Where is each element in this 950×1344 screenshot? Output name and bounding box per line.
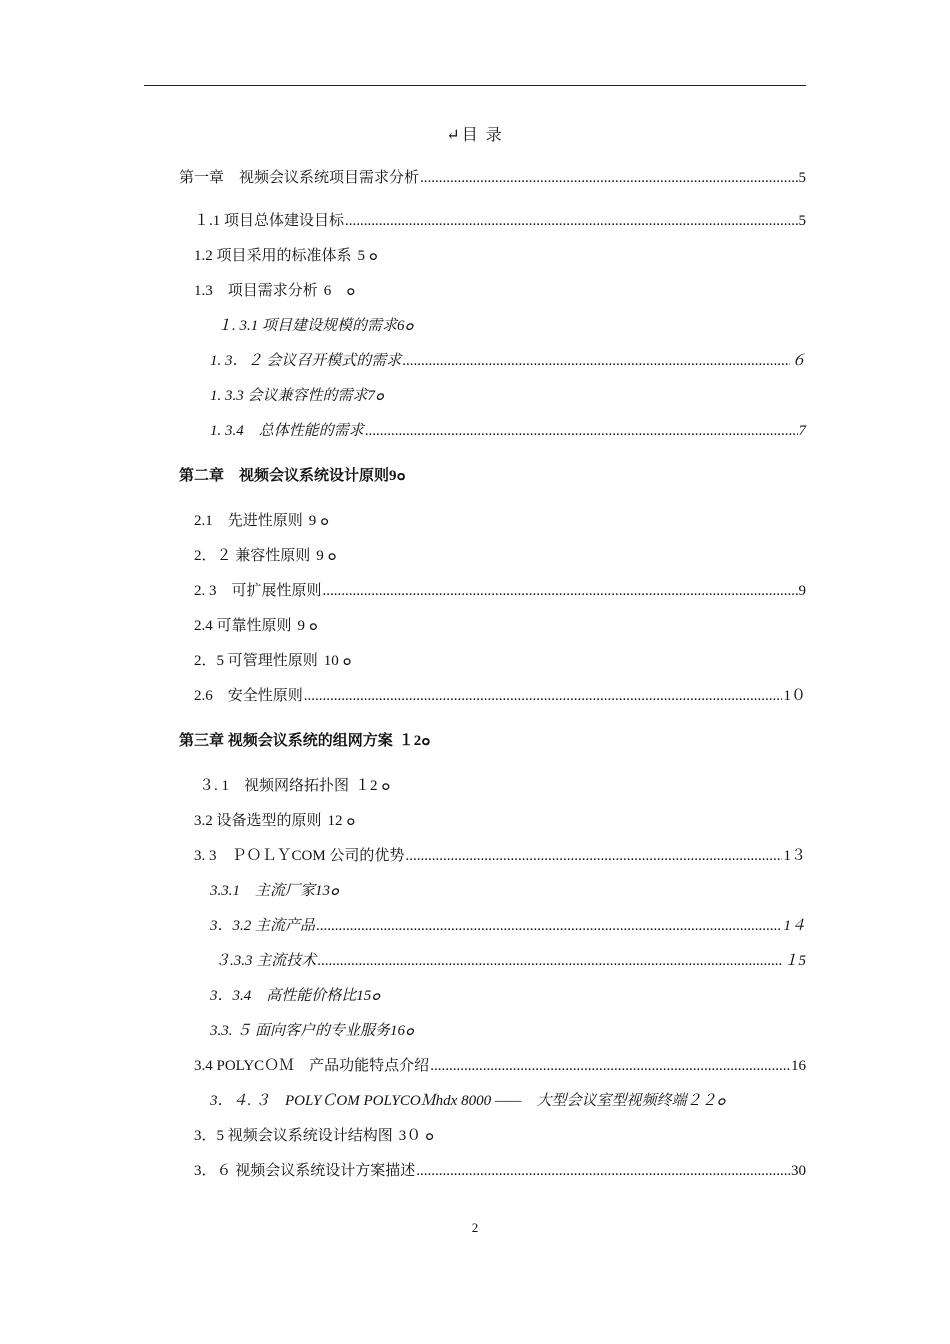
toc-entry-3-3-1[interactable] [210, 881, 339, 901]
toc-entry-page: 30 [791, 1163, 806, 1179]
toc-entry-text: 1.2 项目采用的标准体系 [194, 248, 352, 264]
toc-leader-dots [416, 1161, 790, 1181]
toc-entry-page: 1４ [783, 918, 806, 934]
toc-entry-page: 1０ [783, 688, 806, 704]
toc-entry-page: 5 ๐ [357, 248, 378, 264]
toc-entry-page: 6 ๐ [323, 283, 356, 299]
toc-entry-1-2[interactable] [194, 246, 378, 266]
toc-entry-page: 15๐ [356, 988, 381, 1004]
toc-entry-text: 3.4 POLYCＯＭ 产品功能特点介绍 [194, 1058, 430, 1074]
toc-entry-1-3-2[interactable] [210, 351, 806, 371]
toc-entry-page: 5 [798, 170, 806, 186]
toc-entry-page: １5 [783, 953, 806, 969]
toc-entry-1-3-1[interactable] [217, 316, 414, 336]
toc-entry-text: １.1 项目总体建设目标 [194, 213, 345, 229]
toc-entry-page: ２２๐ [686, 1093, 726, 1109]
toc-entry-text: 第一章 视频会议系统项目需求分析 [179, 170, 420, 186]
toc-entry-3-3-5[interactable] [210, 1021, 414, 1041]
toc-entry-2-5[interactable] [194, 651, 352, 671]
toc-entry-page: 10 ๐ [323, 653, 352, 669]
toc-entry-text: 3．3.2 主流产品 [210, 918, 316, 934]
toc-entry-text: 3．６ 视频会议系统设计方案描述 [194, 1163, 416, 1179]
toc-leader-dots [365, 421, 798, 441]
toc-entry-page: 3０ ๐ [398, 1128, 435, 1144]
toc-entry-text: 2．5 可管理性原则 [194, 653, 318, 669]
toc-entry-ch2[interactable] [179, 466, 406, 486]
toc-entry-3-3-3[interactable] [215, 951, 806, 971]
toc-entry-text: ３. 1 视频网络拓扑图 [199, 778, 350, 794]
header-rule [144, 85, 806, 86]
toc-entry-text: 2.1 先进性原则 [194, 513, 303, 529]
toc-entry-page: １2 ๐ [355, 778, 391, 794]
toc-entry-text: 2．２ 兼容性原则 [194, 548, 311, 564]
toc-entry-text: 1. 3.4 总体性能的需求 [210, 423, 364, 439]
toc-entry-1-1[interactable] [194, 211, 806, 231]
toc-entry-page: 9 ๐ [316, 548, 337, 564]
toc-entry-2-3[interactable] [194, 581, 806, 601]
toc-entry-page: 1３ [783, 848, 806, 864]
toc-entry-3-3-4[interactable] [210, 986, 380, 1006]
toc-entry-text: 第二章 视频会议系统设计原则 [179, 468, 390, 484]
toc-entry-text: 3. 3 ＰＯＬＹCOM 公司的优势 [194, 848, 405, 864]
toc-entry-page: 9 [798, 583, 806, 599]
toc-entry-page: 16๐ [390, 1023, 415, 1039]
toc-entry-text: ３.3.3 主流技术 [215, 953, 317, 969]
toc-entry-1-3-4[interactable] [210, 421, 806, 441]
toc-entry-1-3-3[interactable] [210, 386, 384, 406]
toc-title: ↵目 录 [446, 127, 504, 144]
toc-entry-text: 2.6 安全性原则 [194, 688, 303, 704]
toc-entry-text: 3．４. ３ POLYＣOM POLYCOＭhdx 8000 —— 大型会议室型视频终端 [210, 1093, 687, 1109]
toc-entry-3-3[interactable] [194, 846, 806, 866]
toc-entry-page: １2๐ [398, 733, 431, 749]
toc-entry-page: 7๐ [367, 388, 385, 404]
toc-entry-text: 3．5 视频会议系统设计结构图 [194, 1128, 393, 1144]
toc-entry-text: 1. 3．２ 会议召开模式的需求 [210, 353, 402, 369]
toc-leader-dots [304, 686, 783, 706]
toc-entry-text: 3.2 设备选型的原则 [194, 813, 322, 829]
toc-entry-3-1[interactable] [199, 776, 390, 796]
toc-entry-text: 2. 3 可扩展性原则 [194, 583, 322, 599]
toc-leader-dots [345, 211, 797, 231]
toc-entry-3-3-2[interactable] [210, 916, 806, 936]
toc-entry-2-6[interactable] [194, 686, 806, 706]
toc-leader-dots [405, 846, 782, 866]
toc-leader-dots [323, 581, 798, 601]
toc-entry-3-5[interactable] [194, 1126, 434, 1146]
toc-leader-dots [430, 1056, 790, 1076]
toc-entry-page: 5 [798, 213, 806, 229]
toc-entry-text: 2.4 可靠性原则 [194, 618, 292, 634]
toc-entry-2-4[interactable] [194, 616, 318, 636]
toc-leader-dots [317, 951, 782, 971]
toc-entry-text: 1.3 项目需求分析 [194, 283, 318, 299]
toc-entry-2-1[interactable] [194, 511, 329, 531]
toc-entry-text: 1. 3.3 会议兼容性的需求 [210, 388, 368, 404]
toc-leader-dots [402, 351, 790, 371]
toc-entry-page: ６ [790, 353, 806, 369]
toc-leader-dots [316, 916, 782, 936]
toc-entry-text: 3.3. ５ 面向客户的专业服务 [210, 1023, 391, 1039]
toc-entry-page: 6๐ [397, 318, 414, 334]
toc-entry-2-2[interactable] [194, 546, 337, 566]
toc-entry-1-3[interactable] [194, 281, 355, 301]
toc-entry-3-6[interactable] [194, 1161, 806, 1181]
toc-entry-3-4-3[interactable] [210, 1091, 726, 1111]
page-number: 2 [471, 1220, 479, 1235]
toc-entry-page: 9 ๐ [308, 513, 330, 529]
toc-entry-page: 16 [791, 1058, 806, 1074]
toc-entry-page: 13๐ [315, 883, 340, 899]
toc-entry-text: 第三章 视频会议系统的组网方案 [179, 733, 393, 749]
toc-entry-3-2[interactable] [194, 811, 355, 831]
toc-entry-page: 12 ๐ [327, 813, 356, 829]
toc-entry-text: １. 3.1 项目建设规模的需求 [217, 318, 398, 334]
toc-leader-dots [420, 168, 797, 188]
toc-entry-page: 9๐ [389, 468, 406, 484]
toc-entry-ch1[interactable] [179, 168, 806, 188]
toc-entry-page: 7 [798, 423, 806, 439]
toc-entry-text: 3．3.4 高性能价格比 [210, 988, 357, 1004]
toc-entry-ch3[interactable] [179, 731, 430, 751]
toc-entry-3-4[interactable] [194, 1056, 806, 1076]
toc-entry-page: 9 ๐ [297, 618, 318, 634]
toc-entry-text: 3.3.1 主流厂家 [210, 883, 316, 899]
